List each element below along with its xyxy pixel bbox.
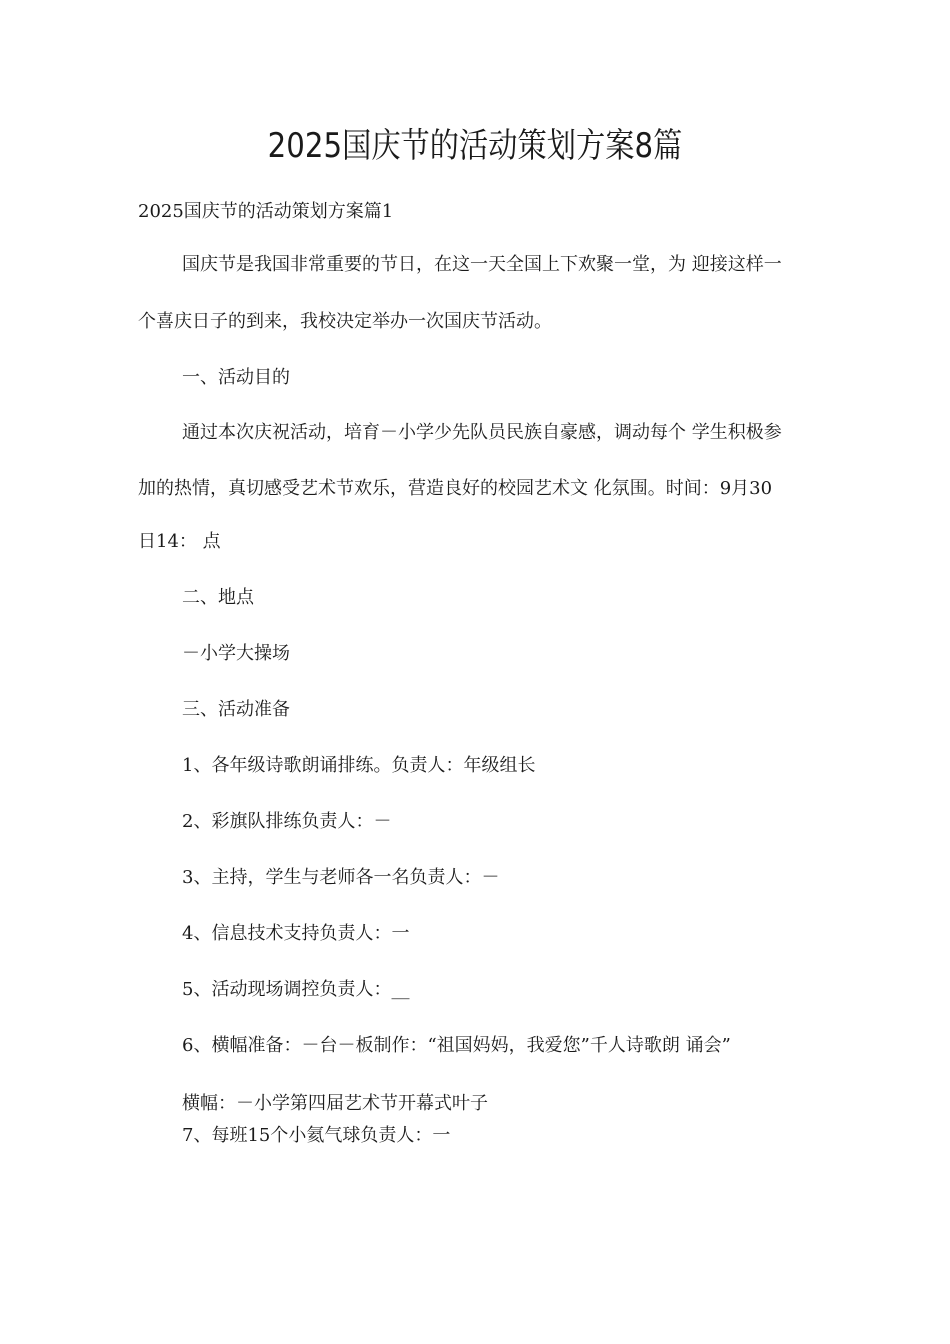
list-item: 5、活动现场调控负责人：__: [182, 979, 410, 1000]
section-heading: 2025国庆节的活动策划方案篇1: [138, 201, 394, 222]
document-title: 2025国庆节的活动策划方案8篇: [267, 126, 683, 166]
paragraph-line: 日14： 点: [138, 531, 221, 552]
paragraph-line: 横幅：－小学第四届艺术节开幕式叶子: [182, 1093, 488, 1114]
list-item: 1、各年级诗歌朗诵排练。负责人：年级组长: [182, 755, 536, 776]
list-item: 3、主持，学生与老师各一名负责人：－: [182, 867, 500, 888]
paragraph-line: 通过本次庆祝活动，培育－小学少先队员民族自豪感，调动每个 学生积极参: [182, 422, 782, 443]
paragraph-line: 加的热情，真切感受艺术节欢乐，营造良好的校园艺术文 化氛围。时间：9月30: [138, 478, 773, 499]
list-item: 7、每班15个小氦气球负责人：一: [182, 1125, 451, 1146]
list-item: 6、横幅准备：－台－板制作：“祖国妈妈，我爱您”千人诗歌朗 诵会”: [182, 1035, 731, 1056]
section-heading: 三、活动准备: [182, 699, 290, 720]
list-item: 4、信息技术支持负责人：一: [182, 923, 410, 944]
list-item: 2、彩旗队排练负责人：－: [182, 811, 392, 832]
section-heading: 一、活动目的: [182, 367, 290, 388]
paragraph-line: 国庆节是我国非常重要的节日，在这一天全国上下欢聚一堂，为 迎接这样一: [182, 254, 782, 275]
paragraph-line: 个喜庆日子的到来，我校决定举办一次国庆节活动。: [138, 311, 552, 332]
paragraph-line: －小学大操场: [182, 643, 290, 664]
section-heading: 二、地点: [182, 587, 254, 608]
